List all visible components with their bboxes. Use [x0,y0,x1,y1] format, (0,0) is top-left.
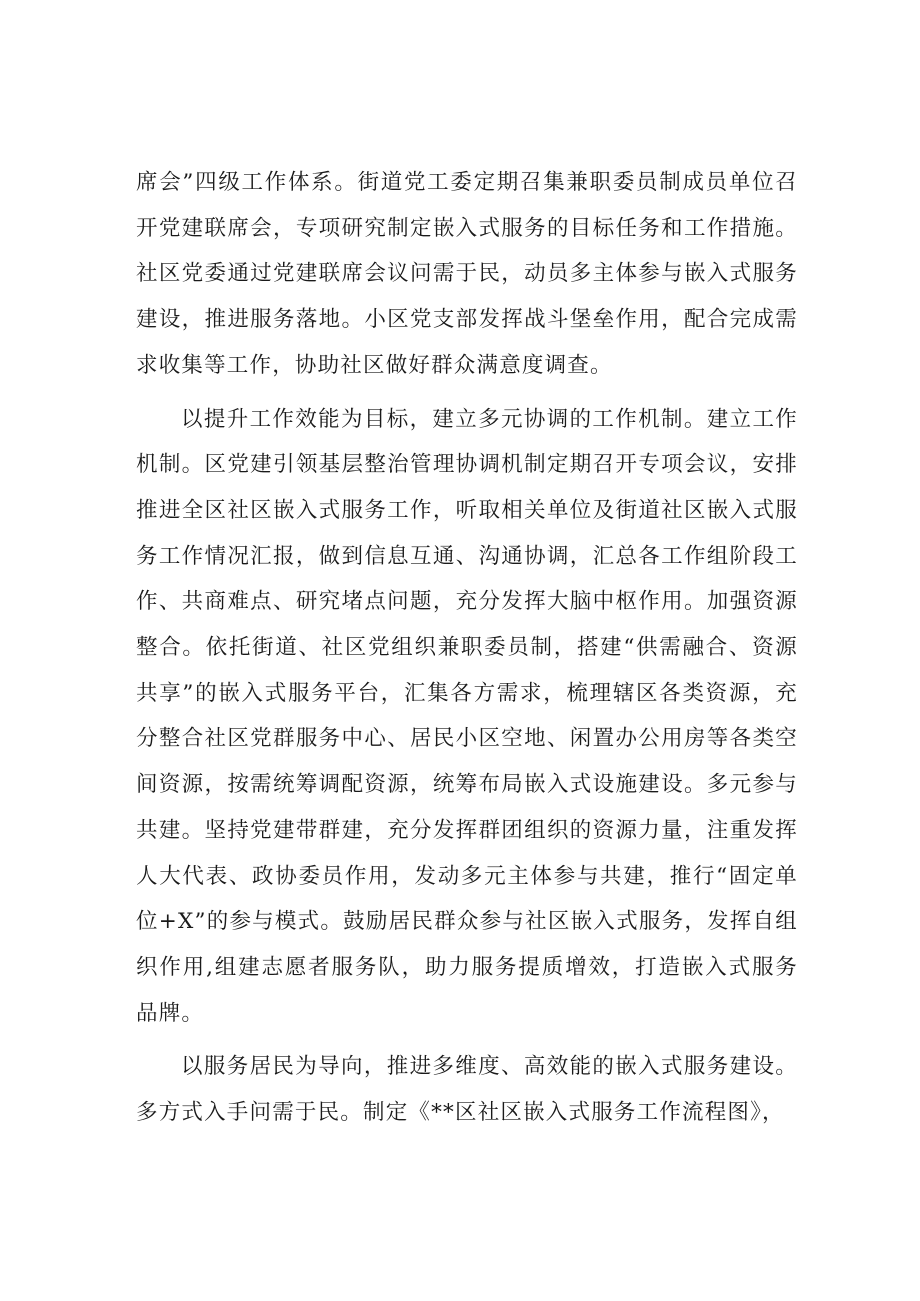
paragraph-3: 以服务居民为导向，推进多维度、高效能的嵌入式服务建设。多方式入手问需于民。制定《**区社区嵌入式服务工作流程图》， [136,1054,798,1126]
paragraph-1: 席会”四级工作体系。街道党工委定期召集兼职委员制成员单位召开党建联席会，专项研究制定嵌入式服务的目标任务和工作措施。社区党委通过党建联席会议问需于民，动员多主体参与嵌入式服务建设，推进服务落地。小区党支部发挥战斗堡垒作用，配合完成需求收集等工作，协助社区做好群众满意度调查。 [136,170,798,378]
document-body [136,160,798,1136]
paragraph-gap [136,1036,798,1044]
paragraph-2: 以提升工作效能为目标，建立多元协调的工作机制。建立工作机制。区党建引领基层整治管理协调机制定期召开专项会议，安排推进全区社区嵌入式服务工作，听取相关单位及街道社区嵌入式服务工作情况汇报，做到信息互通、沟通协调，汇总各工作组阶段工作、共商难点、研究堵点问题，充分发挥大脑中枢作用。加强资源整合。依托街道、社区党组织兼职委员制，搭建“供需融合、资源共享”的嵌入式服务平台，汇集各方需求，梳理辖区各类资源，充分整合社区党群服务中心、居民小区空地、闲置办公用房等各类空间资源，按需统筹调配资源，统筹布局嵌入式设施建设。多元参与共建。坚持党建带群建，充分发挥群团组织的资源力量，注重发挥人大代表、政协委员作用，发动多元主体参与共建，推行“固定单位+X”的参与模式。鼓励居民群众参与社区嵌入式服务，发挥自组织作用,组建志愿者服务队，助力服务提质增效，打造嵌入式服务品牌。 [136,406,798,1026]
paragraph-gap [136,389,798,397]
